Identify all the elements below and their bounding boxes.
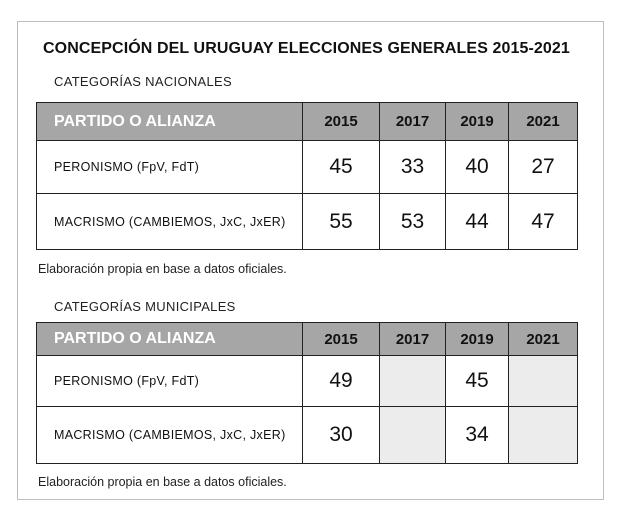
- value-cell: 45: [303, 141, 380, 194]
- source-note-municipales: Elaboración propia en base a datos oficiales.: [38, 475, 287, 489]
- header-year-2015: 2015: [303, 323, 380, 356]
- party-name: MACRISMO (CAMBIEMOS, JxC, JxER): [37, 407, 303, 464]
- section-label-municipales: CATEGORÍAS MUNICIPALES: [54, 299, 236, 314]
- value-cell: 27: [509, 141, 578, 194]
- empty-cell: [509, 356, 578, 407]
- empty-cell: [509, 407, 578, 464]
- results-table-municipales: [36, 322, 578, 464]
- header-year-2019: 2019: [446, 323, 509, 356]
- results-table-nacionales: [36, 102, 578, 250]
- empty-cell: [380, 356, 446, 407]
- table-row: [37, 194, 578, 250]
- header-year-2017: 2017: [380, 103, 446, 141]
- value-cell: 40: [446, 141, 509, 194]
- value-cell: 34: [446, 407, 509, 464]
- party-name: PERONISMO (FpV, FdT): [37, 141, 303, 194]
- party-name: MACRISMO (CAMBIEMOS, JxC, JxER): [37, 194, 303, 250]
- empty-cell: [380, 407, 446, 464]
- table-header-row: [37, 103, 578, 141]
- table-header-row: [37, 323, 578, 356]
- header-year-2021: 2021: [509, 323, 578, 356]
- value-cell: 49: [303, 356, 380, 407]
- header-party: PARTIDO O ALIANZA: [37, 323, 303, 356]
- table-row: [37, 356, 578, 407]
- source-note-nacionales: Elaboración propia en base a datos oficiales.: [38, 262, 287, 276]
- table-row: [37, 407, 578, 464]
- value-cell: 44: [446, 194, 509, 250]
- page-title: CONCEPCIÓN DEL URUGUAY ELECCIONES GENERALES 2015-2021: [43, 40, 570, 57]
- header-year-2015: 2015: [303, 103, 380, 141]
- header-year-2019: 2019: [446, 103, 509, 141]
- value-cell: 55: [303, 194, 380, 250]
- header-year-2017: 2017: [380, 323, 446, 356]
- value-cell: 45: [446, 356, 509, 407]
- value-cell: 30: [303, 407, 380, 464]
- header-year-2021: 2021: [509, 103, 578, 141]
- party-name: PERONISMO (FpV, FdT): [37, 356, 303, 407]
- table-row: [37, 141, 578, 194]
- value-cell: 33: [380, 141, 446, 194]
- value-cell: 53: [380, 194, 446, 250]
- header-party: PARTIDO O ALIANZA: [37, 103, 303, 141]
- value-cell: 47: [509, 194, 578, 250]
- section-label-nacionales: CATEGORÍAS NACIONALES: [54, 74, 232, 89]
